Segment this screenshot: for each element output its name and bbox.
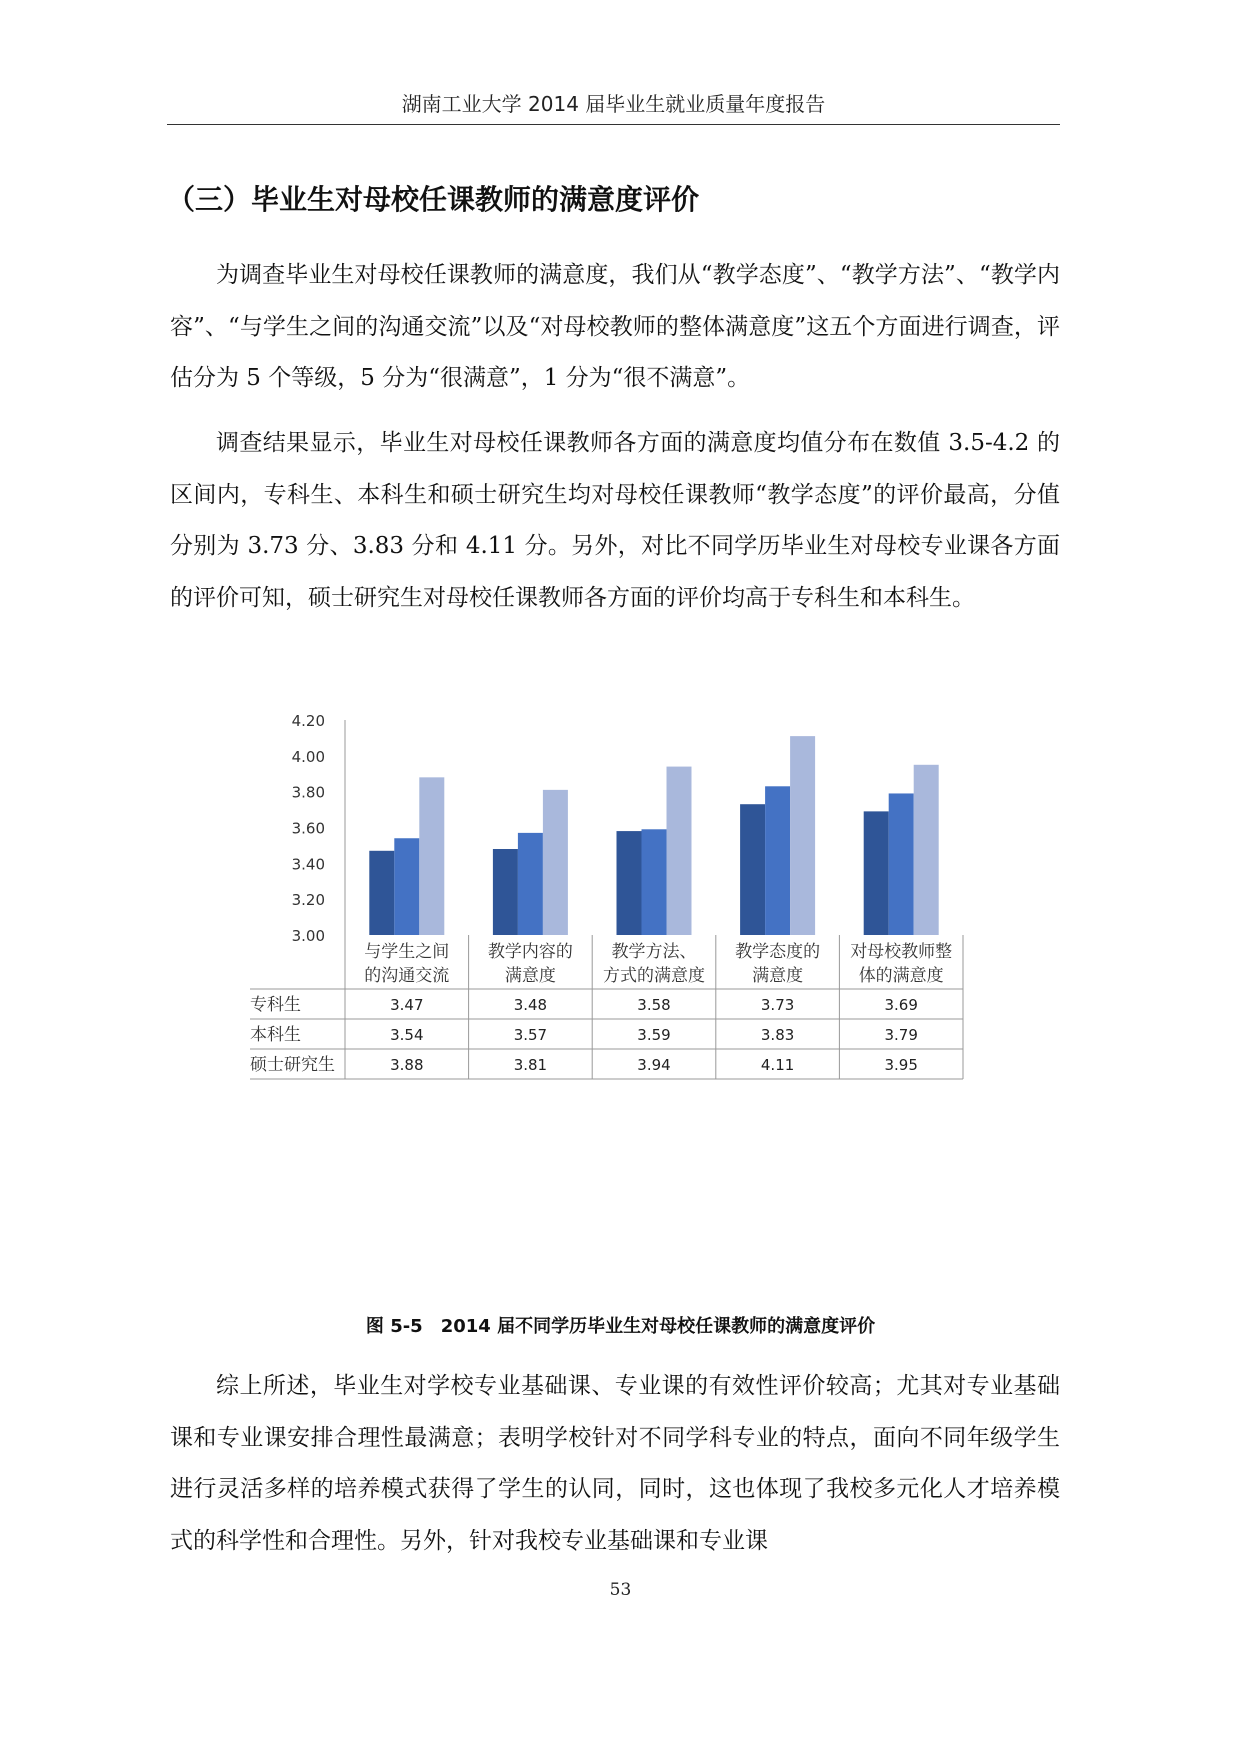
y-tick-label: 3.60: [291, 819, 325, 838]
data-label: 3.95: [884, 1056, 918, 1074]
data-label: 3.81: [513, 1056, 548, 1074]
category-label: 满意度: [752, 966, 804, 986]
chart-bars: [369, 736, 938, 935]
data-label: 3.73: [760, 996, 795, 1014]
category-label: 教学方法、: [611, 942, 697, 962]
data-label: 3.69: [884, 996, 918, 1014]
data-label: 3.88: [390, 1056, 424, 1074]
bar: [493, 849, 518, 935]
category-label: 教学内容的: [487, 942, 573, 962]
legend-label: 专科生: [250, 995, 301, 1015]
bar: [369, 851, 394, 935]
bar: [740, 804, 765, 935]
bar: [642, 829, 667, 935]
data-label: 3.79: [884, 1026, 918, 1044]
y-tick-label: 3.40: [291, 855, 325, 874]
bar: [889, 793, 914, 935]
legend-label: 本科生: [250, 1025, 301, 1045]
chart-data-table: [250, 935, 963, 1079]
bar: [518, 833, 543, 935]
bar: [765, 786, 790, 935]
bar: [790, 736, 815, 935]
figure-caption: 图 5-5 2014 届不同学历毕业生对母校任课教师的满意度评价: [365, 1316, 876, 1337]
data-label: 3.94: [637, 1056, 671, 1074]
chart-axes: [292, 712, 345, 945]
paragraph-survey-intro: 为调查毕业生对母校任课教师的满意度，我们从“教学态度”、“教学方法”、“教学内容”、“与学生之间的沟通交流”以及“对母校教师的整体满意度”这五个方面进行调查，评估分为 5 个等级，5 分为“很满意”，1 分为“很不满意”。: [170, 262, 1060, 391]
data-label: 4.11: [760, 1056, 795, 1074]
category-label: 对母校教师整: [850, 942, 953, 962]
category-label: 方式的满意度: [603, 966, 705, 986]
data-label: 3.58: [637, 996, 671, 1014]
bar: [914, 765, 939, 935]
header-divider: [167, 124, 1060, 125]
section-title: （三）毕业生对母校任课教师的满意度评价: [167, 183, 700, 216]
satisfaction-bar-chart: [250, 710, 1090, 1230]
bar: [864, 811, 889, 935]
category-label: 的沟通交流: [364, 966, 450, 986]
paragraph-survey-results: 调查结果显示，毕业生对母校任课教师各方面的满意度均值分布在数值 3.5-4.2 的区间内，专科生、本科生和硕士研究生均对母校任课教师“教学态度”的评价最高，分值分别为 3.73 分、3.83 分和 4.11 分。另外，对比不同学历毕业生对母校专业课各方面的评价可知，硕士研究生对母校任课教师各方面的评价均高于专科生和本科生。: [170, 430, 1060, 611]
y-tick-label: 3.20: [291, 891, 325, 910]
legend-label: 硕士研究生: [250, 1055, 335, 1075]
y-tick-label: 3.80: [291, 783, 325, 802]
bar: [667, 767, 692, 935]
category-label: 与学生之间: [364, 942, 450, 962]
data-label: 3.57: [513, 1026, 548, 1044]
bar: [394, 838, 419, 935]
page-number: 53: [609, 1580, 632, 1600]
data-label: 3.54: [390, 1026, 424, 1044]
data-label: 3.47: [390, 996, 424, 1014]
data-label: 3.48: [513, 996, 548, 1014]
paragraph-summary: 综上所述，毕业生对学校专业基础课、专业课的有效性评价较高；尤其对专业基础课和专业课安排合理性最满意；表明学校针对不同学科专业的特点，面向不同年级学生进行灵活多样的培养模式获得了学生的认同，同时，这也体现了我校多元化人才培养模式的科学性和合理性。另外，针对我校专业基础课和专业课: [170, 1373, 1060, 1554]
data-label: 3.59: [637, 1026, 671, 1044]
y-tick-label: 3.00: [291, 927, 325, 945]
y-tick-label: 4.20: [291, 712, 325, 730]
data-label: 3.83: [760, 1026, 795, 1044]
bar: [543, 790, 568, 935]
page-header: 湖南工业大学 2014 届毕业生就业质量年度报告: [401, 92, 826, 116]
category-label: 体的满意度: [858, 966, 944, 986]
bar: [419, 777, 444, 935]
bar: [617, 831, 642, 935]
category-label: 教学态度的: [735, 942, 821, 962]
y-tick-label: 4.00: [291, 747, 325, 766]
category-label: 满意度: [504, 966, 556, 986]
